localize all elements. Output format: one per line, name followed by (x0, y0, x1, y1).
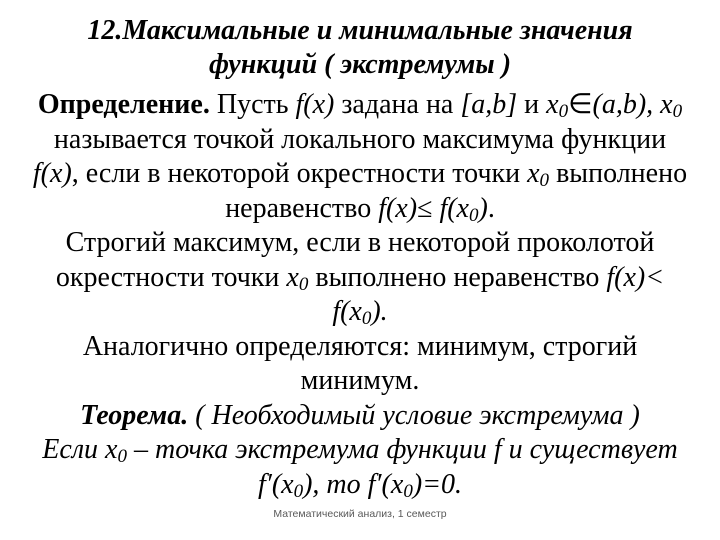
definition-text: Пусть (209, 89, 296, 120)
subscript-zero: 0 (117, 446, 127, 468)
inequality-right: f(x (432, 192, 469, 224)
less-equal-symbol: ≤ (417, 192, 433, 224)
theorem-formula: f′(x (257, 468, 294, 500)
strict-inequality-close: ). (371, 296, 388, 327)
definition-text: неравенство (225, 192, 379, 224)
interval-open: (a,b), (592, 89, 661, 120)
theorem-formula: ), то f′(x (303, 468, 404, 500)
strict-text: выполнено неравенство (308, 261, 607, 293)
subscript-zero: 0 (558, 101, 569, 123)
function-fx: f(x) (295, 89, 335, 120)
definition-text: . (487, 192, 495, 224)
definition-text: , если в некоторой окрестности точки (71, 158, 528, 189)
definition-line-3 (0, 157, 720, 192)
definition-term: Определение. (37, 89, 210, 120)
inequality-left: f(x) (378, 192, 418, 224)
theorem-formula: )=0. (412, 468, 463, 500)
theorem-line-2 (0, 433, 720, 468)
strict-line-1: Строгий максимум, если в некоторой проколотой (65, 227, 655, 258)
theorem-text: – точка экстремума функции f и существует (126, 434, 678, 465)
subscript-zero: 0 (672, 101, 683, 123)
subscript-zero: 0 (403, 480, 413, 502)
title-line-1: 12.Максимальные и минимальные значения (87, 15, 633, 46)
function-fx: f(x) (32, 158, 72, 189)
definition-text: задана на (334, 89, 461, 120)
interval-closed: [a,b] (460, 89, 518, 120)
definition-line-4 (0, 192, 720, 227)
slide-footer: Математический анализ, 1 семестр (273, 508, 447, 520)
element-of-symbol: ∈ (568, 89, 593, 120)
subscript-zero: 0 (539, 170, 550, 192)
slide-title (0, 14, 720, 82)
strict-line-2 (0, 261, 720, 296)
theorem-term: Теорема. (80, 399, 189, 431)
slide-body (0, 88, 720, 502)
point-x: x (546, 89, 559, 120)
theorem-line-3 (0, 468, 720, 503)
point-x: x (286, 261, 299, 293)
point-x: x (527, 158, 540, 189)
theorem-condition: ( Необходимый условие экстремума ) (188, 399, 640, 431)
definition-text: выполнено (549, 158, 688, 189)
definition-line-2: называется точкой локального максимума функции (53, 123, 667, 155)
strict-inequality-right: f(x (332, 296, 362, 327)
similar-line-2: минимум. (300, 365, 420, 396)
subscript-zero: 0 (361, 308, 372, 330)
title-line-2: функций ( экстремумы ) (208, 49, 512, 80)
subscript-zero: 0 (293, 480, 304, 502)
similar-line-1: Аналогично определяются: минимум, строгий (82, 330, 638, 362)
inequality-right-close: ) (478, 192, 488, 224)
theorem-text: Если x (42, 434, 118, 465)
subscript-zero: 0 (298, 273, 309, 295)
definition-text: и (517, 89, 547, 120)
strict-line-3 (0, 295, 720, 330)
definition-line-1 (0, 88, 720, 123)
strict-text: окрестности точки (55, 261, 287, 293)
subscript-zero: 0 (468, 204, 479, 226)
strict-inequality: f(x)< (606, 261, 665, 293)
point-x: x (660, 89, 673, 120)
theorem-line-1 (0, 399, 720, 434)
